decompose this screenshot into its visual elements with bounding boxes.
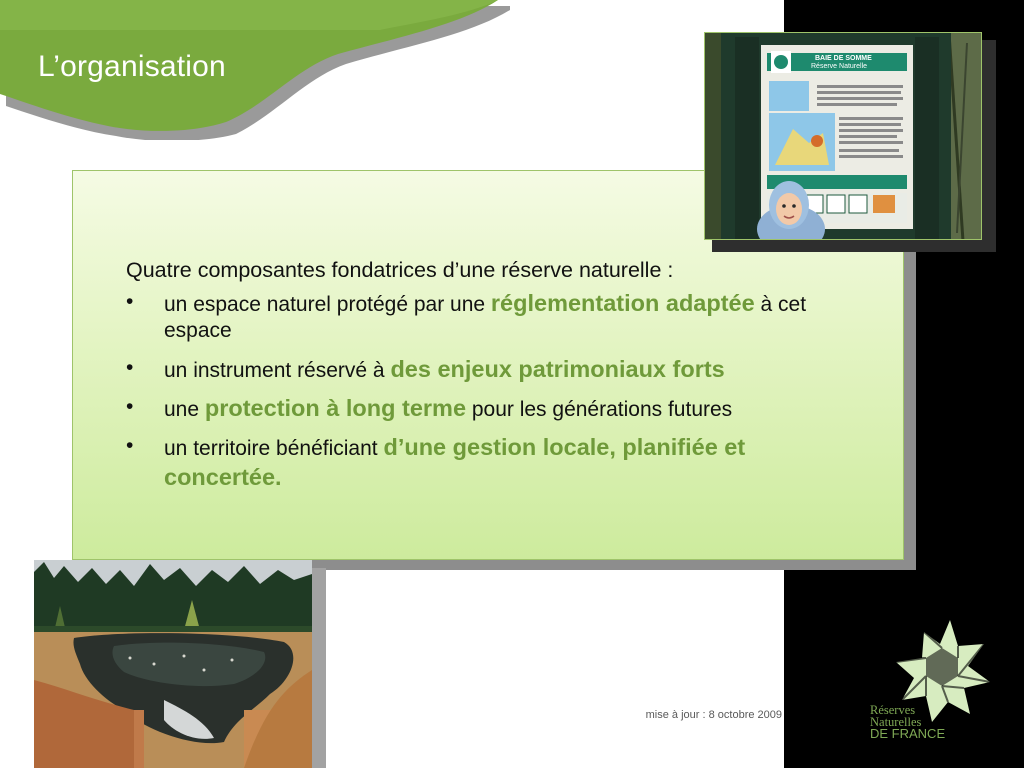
logo-line1: Réserves bbox=[870, 703, 916, 717]
bullet-item bbox=[126, 355, 866, 384]
intro-text: Quatre composantes fondatrices d’une réserve naturelle : bbox=[126, 258, 674, 282]
bullet-list bbox=[126, 289, 866, 492]
bullet-text: un espace naturel protégé par une bbox=[164, 293, 491, 316]
bullet-emphasis: des enjeux patrimoniaux forts bbox=[390, 355, 725, 382]
bullet-item bbox=[126, 394, 866, 423]
bullet-text: un instrument réservé à bbox=[164, 358, 391, 382]
content-text bbox=[126, 258, 866, 502]
bullet-emphasis: réglementation adaptée bbox=[490, 290, 755, 316]
bullet-marker: • bbox=[126, 395, 134, 418]
bullet-emphasis: d’une gestion locale, planifiée et concertée. bbox=[164, 434, 746, 490]
logo-line2: Naturelles bbox=[870, 715, 922, 729]
pond-photo bbox=[34, 560, 312, 768]
logo-text bbox=[870, 704, 945, 740]
bullet-item bbox=[126, 433, 866, 492]
bullet-text: un territoire bénéficiant bbox=[164, 437, 384, 461]
footer-date: mise à jour : 8 octobre 2009 bbox=[645, 709, 782, 721]
bullet-emphasis: protection à long terme bbox=[204, 395, 467, 421]
sign-photo-image bbox=[705, 33, 982, 240]
bullet-item bbox=[126, 289, 866, 345]
pond-photo-image bbox=[34, 560, 312, 768]
bullet-text-after: à cet espace bbox=[164, 293, 807, 343]
bullet-text-after: pour les générations futures bbox=[466, 398, 733, 421]
slide-title: L’organisation bbox=[38, 50, 226, 83]
sign-photo bbox=[704, 32, 982, 240]
bullet-marker: • bbox=[126, 290, 134, 313]
bullet-marker: • bbox=[126, 355, 134, 379]
bullet-text: une bbox=[164, 398, 205, 421]
bullet-marker: • bbox=[126, 434, 134, 458]
sign-header-line2: Réserve Naturelle bbox=[811, 63, 868, 70]
sign-header-line1: BAIE DE SOMME bbox=[815, 55, 872, 62]
logo-line3: DE FRANCE bbox=[870, 726, 946, 741]
